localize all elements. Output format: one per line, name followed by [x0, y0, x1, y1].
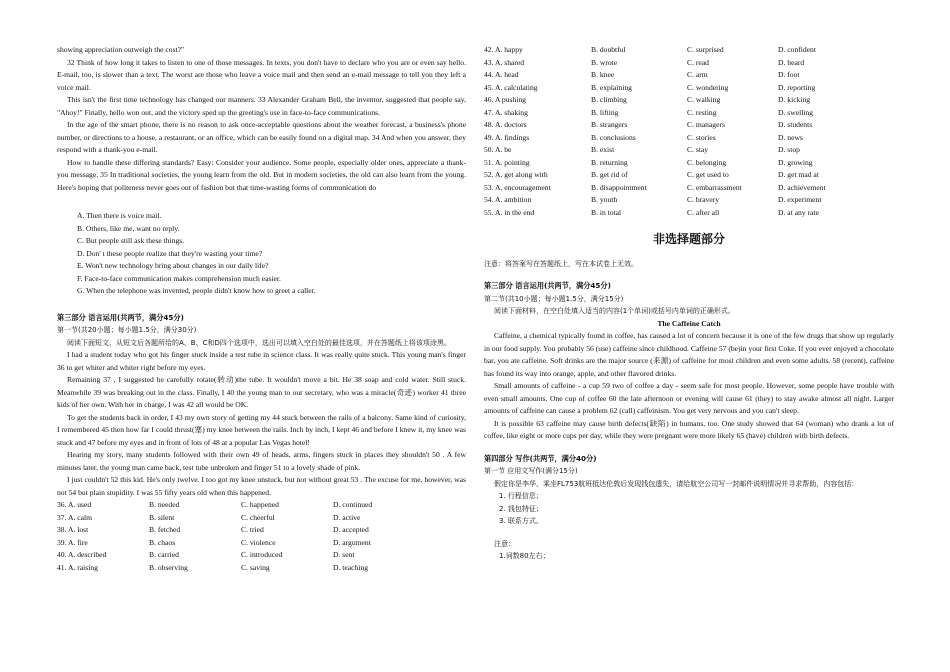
option-item: E. Won't new technology bring about changes in our daily life? [77, 261, 269, 270]
answer-option: 52. A. get along with [484, 170, 548, 179]
answer-option: D. foot [778, 70, 800, 79]
answer-option: C. violence [241, 537, 276, 547]
answer-row [484, 82, 894, 95]
answer-row [484, 182, 894, 195]
answer-option: B. silent [149, 512, 175, 522]
grammar-fill-passage [484, 330, 894, 443]
part4-title: 第四部分 写作(共两节，满分40分) [484, 453, 597, 463]
answer-option: C. walking [687, 95, 721, 104]
answer-row [484, 107, 894, 120]
answer-row [484, 94, 894, 107]
option-item: B. Others, like me, want no reply. [77, 223, 180, 233]
writing-section-title: 第一节 应用文写作(满分15分) [484, 467, 578, 475]
notes-points [484, 550, 894, 563]
answer-option: B. explaining [591, 82, 632, 92]
answer-row [484, 194, 894, 207]
answer-option: 43. A. shared [484, 57, 525, 67]
passage-paragraph: Caffeine, a chemical typically found in coffee, has caused a lot of concern because it is one of the few drugs that show up regularly in our food supply. You probably 56 (use) caffeine since childhood. Caffeine 57 (be)in your first Coke. If you ever enjoyed a chocolate bar, you ate caffeine. Soft drinks are the major source (来源) of caffeine for most children and even some adults. 58 (recent), caffeine has found its way into orange, apple, and other flavored drinks. [484, 331, 894, 378]
notes-label: 注意： [494, 539, 515, 548]
answer-option: D. growing [778, 157, 813, 167]
cloze-options-table-continued [484, 44, 894, 219]
answer-row [57, 524, 466, 537]
answer-option: 54. A. ambition [484, 195, 532, 204]
part3-title: 第三部分 语言运用(共两节，满分45分) [57, 312, 184, 322]
reading-passage [57, 44, 466, 194]
answer-option: B. get rid of [591, 170, 628, 179]
answer-row [57, 562, 466, 575]
answer-row [484, 69, 894, 82]
answer-option: D. kicking [778, 95, 811, 104]
writing-point: 1. 行程信息； [499, 492, 543, 500]
section1-title: 第一节(共20小题；每小题1.5分，满分30分) [57, 326, 197, 334]
answer-option: B. returning [591, 157, 628, 167]
answer-option: C. belonging [687, 157, 727, 167]
passage-paragraph: showing appreciation outweigh the cost?" [57, 45, 185, 54]
writing-point: 3. 联系方式。 [499, 517, 543, 525]
section2-title: 第二节(共10小题；每小题1.5分，满分15分) [484, 294, 624, 303]
answer-option: 45. A. calculating [484, 82, 538, 92]
answer-option: 51. A. pointing [484, 157, 530, 167]
answer-option: C. stories [687, 132, 716, 142]
answer-option: C. tried [241, 525, 264, 534]
answer-row [484, 157, 894, 170]
answer-option: B. needed [149, 500, 180, 509]
answer-option: D. active [333, 512, 361, 522]
answer-option: C. managers [687, 120, 725, 129]
answer-option: C. saving [241, 562, 270, 572]
answer-option: C. stay [687, 145, 709, 154]
answer-option: B. strangers [591, 120, 628, 129]
answer-row [484, 57, 894, 70]
answer-option: B. disappointment [591, 182, 647, 192]
cloze-options-table [57, 499, 466, 574]
answer-option: B. climbing [591, 95, 627, 104]
cloze-paragraph: I just couldn't 52 this kid. He's only twelve. I too got my knee unstuck, but not without great 53 . The excuse for me, however, was not 54 but plain stupidity. I was 55 fifty years old when this happened. [57, 475, 466, 497]
answer-option: B. youth [591, 195, 618, 204]
answer-option: C. bravery [687, 195, 720, 204]
answer-option: D. teaching [333, 562, 369, 572]
answer-option: D. get mad at [778, 170, 819, 179]
answer-option: D. at any rate [778, 207, 819, 217]
answer-row [484, 132, 894, 145]
cloze-paragraph: To get the students back in order, I 43 my own story of getting my 44 stuck between the rails of a balcony. Same kind of curiosity, I remembered 45 then how far I could thrust(塞) my knee between the rails. Inch by inch, I kept 46 and before I knew it, my knee was stuck and 47 before my eyes and in front of lots of 48 at a popular Las Vegas hotel! [57, 412, 466, 447]
answer-option: 38. A. lost [57, 525, 89, 534]
answer-option: B. in total [591, 207, 622, 217]
answer-option: D. reporting [778, 82, 816, 92]
answer-row [57, 549, 466, 562]
answer-option: C. after all [687, 207, 720, 217]
answer-option: B. chaos [149, 537, 176, 547]
cloze-paragraph: I had a student today who got his finger stuck inside a test tube in science class. It was really quite stuck. This young man's finger 36 to get whiter and whiter right before my eyes. [57, 350, 466, 372]
passage-title: The Caffeine Catch [657, 318, 721, 328]
answer-option: C. embarrassment [687, 182, 742, 192]
answer-row [484, 207, 894, 220]
answer-option: 46. A pushing [484, 95, 526, 104]
passage-paragraph: Small amounts of caffeine - a cup 59 two of coffee a day - seem safe for most people. However, some people have trouble with even small amounts. One cup of coffee 60 the late afternoon or evening will cause 61 (they) to stay awake almost all night. Larger amounts of caffeine can cause a problem 62 (call) caffeinism. You get very nervous and you can't sleep. [484, 381, 894, 415]
answer-note: 注意：将答案写在答题纸上，写在本试卷上无效。 [484, 259, 638, 268]
answer-option: 47. A. shaking [484, 107, 528, 117]
answer-option: 40. A. described [57, 550, 107, 559]
answer-option: 55. A. in the end [484, 207, 535, 217]
answer-option: C. wondering [687, 82, 729, 92]
answer-option: B. carried [149, 550, 179, 559]
answer-option: 53. A. encouragement [484, 182, 551, 192]
answer-option: D. confident [778, 45, 816, 54]
writing-point: 2. 钱包特征； [499, 504, 543, 513]
answer-option: B. wrote [591, 57, 618, 67]
option-item: F. Face-to-face communication makes comprehension much easier. [77, 273, 281, 283]
option-item: A. Then there is voice mail. [77, 211, 162, 220]
option-item: C. But people still ask these things. [77, 236, 185, 245]
answer-option: B. fetched [149, 525, 181, 534]
option-item: G. When the telephone was invented, people didn't know how to greet a caller. [77, 286, 316, 295]
answer-option: D. achievement [778, 182, 826, 192]
writing-prompt: 假定你是李华，乘坐FL753航班抵达伦敦后发现钱包遗失，请给航空公司写一封邮件说明情况并寻求帮助，内容包括： [494, 479, 859, 488]
answer-option: 36. A. used [57, 500, 92, 509]
passage-paragraph: It is possible 63 caffeine may cause birth defects(缺陷) in humans, too. One study showed that 64 (woman) who drank a lot of coffee, like eight or more cups per day, while they were pregnant were more likely 65 (have) children with birth defects. [484, 418, 894, 440]
answer-option: D. news [778, 132, 803, 142]
answer-row [57, 537, 466, 550]
cloze-paragraph: Remaining 37 , I suggested he carefully rotate(转动)the tube. It wouldn't move a bit. He 38 soap and cold water. Still stuck. Meanwhile 39 was breaking out in the class. Finally, I 40 the young man to our secretary, who was a miracle(奇迹) worker 41 three kids of her own. With her in charge, I was 42 all would be OK. [57, 375, 466, 409]
answer-option: 42. A. happy [484, 45, 523, 54]
passage-paragraph: 32 Think of how long it takes to listen to one of those messages. In texts, you don't have to declare who you are or even say hello. E-mail, too, is slower than a text. The worst are those who leave a voice mail and then send an e-mail message to tell you they left a voice mail. [57, 57, 466, 92]
passage-paragraph: In the age of the smart phone, there is no reason to ask once-acceptable questions about the weather forecast, a business's phone number, or directions to a house, a restaurant, or an office, which can be easily found on a digital map. 34 And when you answer, they respond with a thank-you e-mail. [57, 120, 466, 154]
answer-option: D. stop [778, 145, 800, 154]
answer-row [57, 499, 466, 512]
answer-option: C. happened [241, 500, 279, 509]
option-item: D. Don' t these people realize that they're wasting your time? [77, 248, 263, 258]
answer-row [484, 119, 894, 132]
writing-points [484, 490, 894, 528]
answer-option: C. cheerful [241, 512, 275, 522]
note-point: 1.词数80左右； [499, 552, 550, 560]
part3-title-right: 第三部分 语言运用(共两节，满分45分) [484, 281, 611, 290]
nonchoice-section-title: 非选择题部分 [652, 232, 725, 246]
answer-option: D. sent [333, 550, 355, 559]
answer-option: B. doubtful [591, 45, 626, 54]
section2-instruction: 阅读下面材料，在空白处填入适当的内容(1个单词)或括号内单词的正确形式。 [494, 307, 735, 315]
right-column [484, 44, 894, 563]
answer-option: 37. A. calm [57, 512, 93, 522]
passage-paragraph: How to handle these differing standards? Easy: Consider your audience. Some people, especially older ones, appreciate a thank-you message. 35 In traditional societies, the young learn from the old. But in modern societies, the old can also learn from the young. Here's hoping that politeness never goes out of fashion but that time-wasting forms of communication do [57, 157, 466, 192]
answer-option: C. arm [687, 70, 708, 79]
answer-option: B. knee [591, 70, 615, 79]
seven-choice-options [57, 210, 466, 298]
answer-option: C. introduced [241, 550, 283, 559]
answer-option: B. exist [591, 145, 615, 154]
answer-option: D. heard [778, 57, 805, 67]
cloze-paragraph: Hearing my story, many students followed with their own 49 of heads, arms, fingers stuck in places they shouldn't 50 . A few minutes later, the young man came back, test tube unbroken and finger 51 to a lovely shade of pink. [57, 450, 466, 472]
answer-option: D. swelling [778, 107, 814, 117]
answer-option: C. get used to [687, 170, 729, 179]
answer-option: B. observing [149, 562, 188, 572]
answer-option: D. experiment [778, 195, 822, 204]
answer-option: B. conclusions [591, 132, 636, 142]
answer-option: D. students [778, 120, 813, 129]
answer-option: C. read [687, 57, 709, 67]
answer-row [484, 169, 894, 182]
answer-option: D. continued [333, 500, 373, 509]
answer-option: D. accepted [333, 525, 369, 534]
answer-option: 44. A. head [484, 70, 519, 79]
answer-row [484, 144, 894, 157]
answer-option: 41. A. raising [57, 562, 98, 572]
answer-option: 49. A. findings [484, 132, 530, 142]
passage-paragraph: This isn't the first time technology has changed our manners. 33 Alexander Graham Bell, the inventor, suggested that people say, "Ahoy!" Finally, hello won out, and the victory sped up the greeting's use in face-to-face communications. [57, 95, 466, 117]
answer-option: B. lifting [591, 107, 619, 117]
answer-row [57, 512, 466, 525]
cloze-passage [57, 349, 466, 499]
left-column [57, 44, 466, 574]
answer-option: 50. A. be [484, 145, 512, 154]
answer-option: 39. A. fire [57, 537, 88, 547]
answer-option: C. resting [687, 107, 717, 117]
answer-option: D. argument [333, 537, 371, 547]
answer-option: 48. A. doctors [484, 120, 527, 129]
answer-row [484, 44, 894, 57]
answer-option: C. surprised [687, 45, 724, 54]
section1-instruction: 阅读下面短文，从短文后各题所给的A、B、C和D四个选项中，选出可以填入空白处的最佳选项，并在答题纸上将该项涂黑。 [67, 338, 451, 347]
